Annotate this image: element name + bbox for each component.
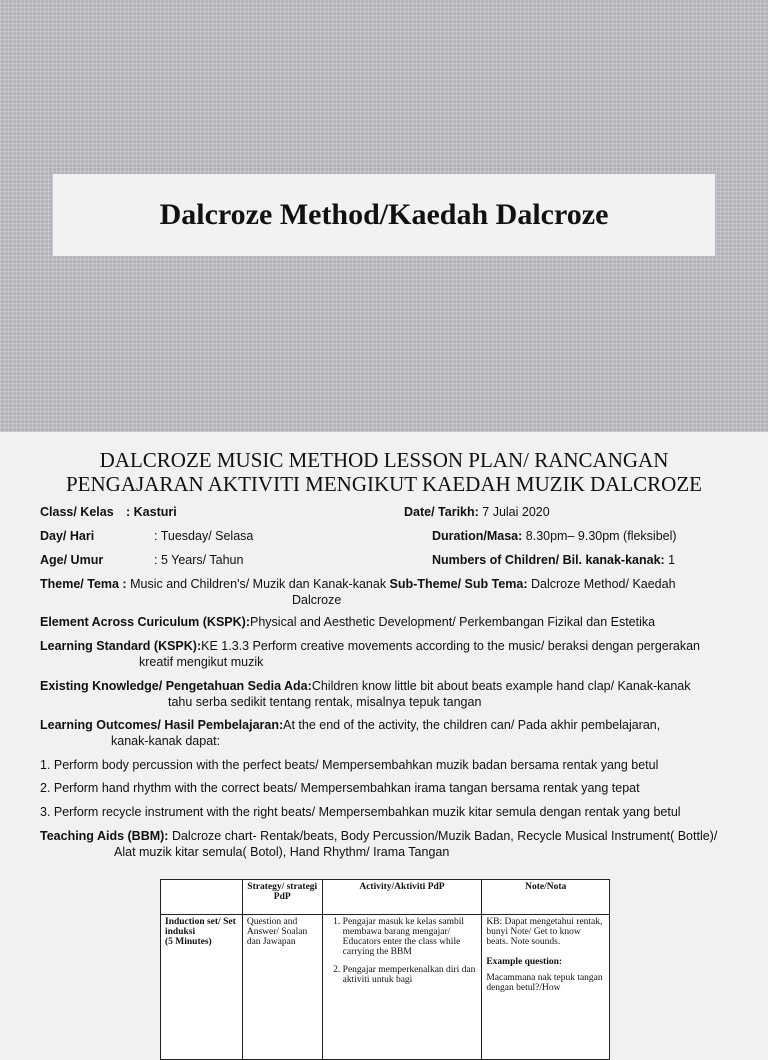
existing-knowledge-value: Children know little bit about beats example hand clap/ Kanak-kanak bbox=[311, 679, 691, 693]
activity-item: 2. Pengajar memperkenalkan diri dan aktiviti untuk bagi bbox=[343, 965, 478, 985]
element-value: Physical and Aesthetic Development/ Perkembangan Fizikal dan Estetika bbox=[250, 615, 656, 629]
table-header-strategy: Strategy/ strategi PdP bbox=[242, 880, 322, 915]
phase-cell bbox=[161, 915, 243, 1060]
lesson-plan-slide bbox=[0, 432, 768, 1024]
theme-label: Theme/ Tema : bbox=[40, 577, 127, 591]
element-label: Element Across Curiculum (KSPK): bbox=[40, 615, 250, 629]
children-field bbox=[432, 552, 675, 568]
note-text: KB: Dapat mengetahui rentak, bunyi Note/ Get to know beats. Note sounds. bbox=[486, 917, 603, 947]
strategy-cell: Question and Answer/ Soalan dan Jawapan bbox=[242, 915, 322, 1060]
table-row bbox=[161, 915, 610, 1060]
age-label: Age/ Umur bbox=[40, 553, 104, 567]
duration-value: 8.30pm– 9.30pm (fleksibel) bbox=[522, 529, 677, 543]
lesson-activity-table bbox=[160, 879, 610, 1060]
subtheme-value-cont: Dalcroze bbox=[292, 593, 342, 607]
phase-label: Induction set/ Set induksi bbox=[165, 917, 236, 937]
subtheme-label: Sub-Theme/ Sub Tema: bbox=[386, 577, 528, 591]
note-cell bbox=[482, 915, 610, 1060]
children-value: 1 bbox=[664, 553, 676, 567]
title-box bbox=[53, 174, 715, 256]
learning-standard-value: KE 1.3.3 Perform creative movements according to the music/ beraksi dengan pergerakan bbox=[201, 639, 700, 653]
table-header-blank bbox=[161, 880, 243, 915]
day-label: Day/ Hari bbox=[40, 529, 95, 543]
slide-title: Dalcroze Method/Kaedah Dalcroze bbox=[159, 198, 609, 231]
date-field bbox=[404, 504, 550, 520]
duration-field bbox=[432, 528, 677, 544]
teaching-aids-value-cont: Alat muzik kitar semula( Botol), Hand Rhythm/ Irama Tangan bbox=[114, 845, 450, 859]
age-value: : 5 Years/ Tahun bbox=[154, 553, 244, 567]
existing-knowledge-row bbox=[40, 678, 760, 710]
note-example-text: Macammana nak tepuk tangan dengan betul?/How bbox=[486, 973, 603, 993]
table-header-row bbox=[161, 880, 610, 915]
table-header-note: Note/Nota bbox=[482, 880, 610, 915]
existing-knowledge-label: Existing Knowledge/ Pengetahuan Sedia Ada: bbox=[40, 679, 312, 693]
learning-outcomes-label: Learning Outcomes/ Hasil Pembelajaran: bbox=[40, 718, 284, 732]
teaching-aids-value: Dalcroze chart- Rentak/beats, Body Percussion/Muzik Badan, Recycle Musical Instrument( Bottle)/ bbox=[168, 829, 718, 843]
outcome-2: 2. Perform hand rhythm with the correct beats/ Mempersembahkan irama tangan bersama rentak yang tepat bbox=[40, 781, 640, 795]
lesson-plan-title-line1: DALCROZE MUSIC METHOD LESSON PLAN/ RANCANGAN bbox=[99, 448, 669, 472]
learning-outcomes-row bbox=[40, 717, 760, 749]
outcome-3: 3. Perform recycle instrument with the right beats/ Mempersembahkan muzik kitar semula dengan rentak yang betul bbox=[40, 805, 681, 819]
teaching-aids-label: Teaching Aids (BBM): bbox=[40, 829, 169, 843]
learning-outcomes-value-cont: kanak-kanak dapat: bbox=[111, 734, 221, 748]
lesson-plan-title-line2: PENGAJARAN AKTIVITI MENGIKUT KAEDAH MUZIK DALCROZE bbox=[66, 472, 702, 496]
activity-list bbox=[327, 917, 478, 985]
learning-standard-value-cont: kreatif mengikut muzik bbox=[139, 655, 264, 669]
activity-item: 1. Pengajar masuk ke kelas sambil membawa barang mengajar/ Educators enter the class while carrying the BBM bbox=[343, 917, 478, 957]
class-value: : Kasturi bbox=[126, 505, 177, 519]
existing-knowledge-value-cont: tahu serba sedikit tentang rentak, misalnya tepuk tangan bbox=[168, 695, 482, 709]
date-label: Date/ Tarikh: bbox=[404, 505, 479, 519]
class-label: Class/ Kelas bbox=[40, 505, 114, 519]
activity-cell bbox=[322, 915, 482, 1060]
phase-time: (5 Minutes) bbox=[165, 937, 212, 947]
day-value: : Tuesday/ Selasa bbox=[154, 529, 254, 543]
duration-label: Duration/Masa: bbox=[432, 529, 523, 543]
learning-standard-label: Learning Standard (KSPK): bbox=[40, 639, 202, 653]
teaching-aids-row bbox=[40, 828, 760, 860]
table-header-activity: Activity/Aktiviti PdP bbox=[322, 880, 482, 915]
subtheme-value: Dalcroze Method/ Kaedah bbox=[527, 577, 676, 591]
learning-outcomes-value: At the end of the activity, the children can/ Pada akhir pembelajaran, bbox=[283, 718, 661, 732]
lesson-plan-title bbox=[0, 448, 768, 496]
theme-value: Music and Children's/ Muzik dan Kanak-kanak bbox=[126, 577, 387, 591]
children-label: Numbers of Children/ Bil. kanak-kanak: bbox=[432, 553, 665, 567]
note-example-label: Example question: bbox=[486, 957, 563, 967]
date-value: 7 Julai 2020 bbox=[478, 505, 550, 519]
title-slide bbox=[0, 0, 768, 432]
theme-row bbox=[40, 576, 760, 608]
outcome-1: 1. Perform body percussion with the perfect beats/ Mempersembahkan muzik badan bersama rentak yang betul bbox=[40, 758, 659, 772]
element-row bbox=[40, 614, 760, 630]
learning-standard-row bbox=[40, 638, 760, 670]
